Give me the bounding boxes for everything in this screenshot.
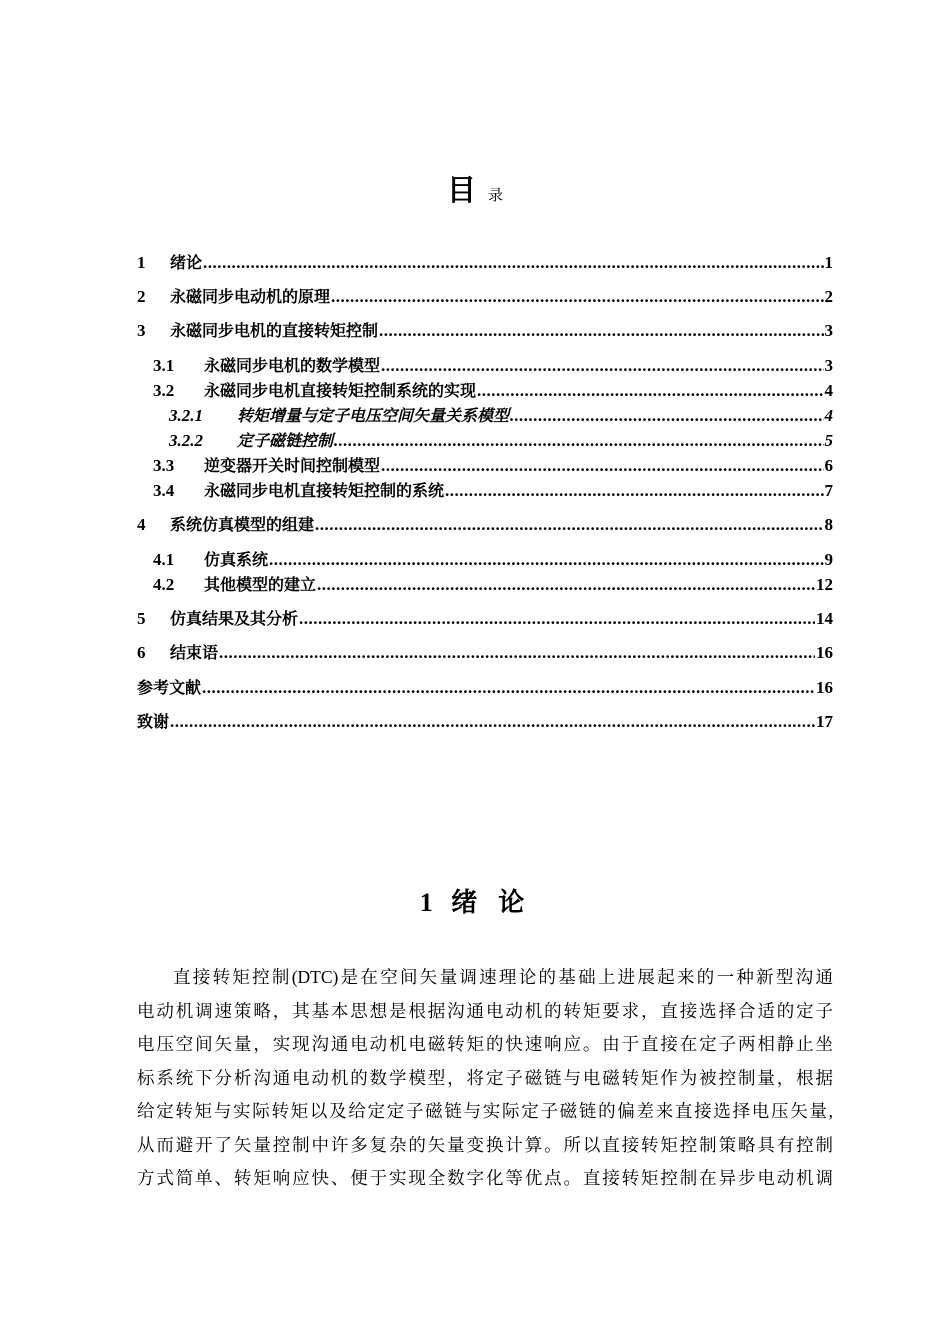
toc-entry-number: 5 [137, 609, 146, 628]
toc-leader-dots [170, 711, 815, 733]
toc-entry-label: 结束语 [170, 643, 219, 662]
toc-entry[interactable] [153, 574, 833, 596]
toc-leader-dots [317, 574, 815, 596]
toc-entry-label: 逆变器开关时间控制模型 [204, 456, 381, 475]
toc-entry-page: 17 [816, 712, 833, 731]
toc-entry-page: 1 [824, 253, 833, 272]
toc-entry[interactable] [153, 549, 833, 571]
toc-entry[interactable] [137, 642, 833, 664]
toc-entry-page: 6 [824, 456, 833, 475]
paragraph-line: 从而避开了矢量控制中许多复杂的矢量变换计算。所以直接转矩控制策略具有控制 [137, 1134, 833, 1155]
toc-leader-dots [510, 405, 823, 427]
toc-leader-dots [477, 380, 823, 402]
toc-entry-label: 永磁同步电动机的原理 [170, 287, 331, 306]
toc-entry-number: 4 [137, 515, 146, 534]
toc-entry-label: 永磁同步电机直接转矩控制的系统 [204, 481, 445, 500]
toc-entry[interactable] [153, 355, 833, 377]
toc-leader-dots [219, 642, 815, 664]
toc-entry-number: 3.2 [153, 381, 175, 400]
toc-entry-number: 3.4 [153, 481, 175, 500]
toc-leader-dots [269, 549, 823, 571]
toc-entry-page: 3 [824, 356, 833, 375]
toc-entry[interactable] [153, 480, 833, 502]
toc-entry-page: 12 [816, 575, 833, 594]
toc-entry-number: 3.2.2 [169, 431, 203, 450]
toc-entry[interactable] [137, 320, 833, 342]
toc-entry-page: 4 [824, 406, 833, 425]
paragraph-line: 方式简单、转矩响应快、便于实现全数字化等优点。直接转矩控制在异步电动机调 [137, 1168, 833, 1188]
toc-leader-dots [379, 320, 823, 342]
toc-entry-page: 8 [824, 515, 833, 534]
toc-leader-dots [203, 252, 823, 274]
toc-entry[interactable] [137, 608, 833, 630]
toc-entry[interactable] [137, 252, 833, 274]
paragraph-line: 直接转矩控制(DTC)是在空间矢量调速理论的基础上进展起来的一种新型沟通 [173, 967, 833, 987]
paragraph-line: 电压空间矢量，实现沟通电动机电磁转矩的快速响应。由于直接在定子两相静止坐 [137, 1034, 833, 1054]
toc-entry-label: 永磁同步电机的数学模型 [204, 356, 381, 375]
toc-entry-number: 3.1 [153, 356, 175, 375]
toc-entry-number: 4.1 [153, 550, 175, 569]
toc-entry-page: 3 [824, 321, 833, 340]
toc-entry-label: 致谢 [137, 712, 170, 731]
toc-entry-page: 7 [824, 481, 833, 500]
toc-heading-sub: 录 [488, 186, 504, 204]
toc-entry-label: 其他模型的建立 [204, 575, 317, 594]
toc-entry-label: 永磁同步电机的直接转矩控制 [170, 321, 379, 340]
toc-entry[interactable] [137, 711, 833, 733]
toc-heading-main: 目 [446, 173, 476, 207]
toc-entry-page: 16 [816, 643, 833, 662]
toc-entry[interactable] [153, 455, 833, 477]
toc-leader-dots [202, 677, 815, 699]
paragraph-line: 电动机调速策略，其基本思想是根据沟通电动机的转矩要求，直接选择合适的定子 [137, 1000, 833, 1021]
toc-leader-dots [334, 430, 823, 452]
toc-entry[interactable] [137, 514, 833, 536]
toc-entry[interactable] [137, 677, 833, 699]
toc-entry-label: 绪论 [170, 253, 203, 272]
toc-leader-dots [315, 514, 823, 536]
toc-entry-page: 14 [816, 609, 833, 628]
paragraph-line: 给定转矩与实际转矩以及给定定子磁链与实际定子磁链的偏差来直接选择电压矢量, [137, 1101, 833, 1121]
toc-entry-number: 2 [137, 287, 146, 306]
toc-entry-page: 9 [824, 550, 833, 569]
toc-entry-page: 16 [816, 678, 833, 697]
toc-entry-page: 5 [824, 431, 833, 450]
toc-entry-label: 永磁同步电机直接转矩控制系统的实现 [204, 381, 477, 400]
chapter-number: 1 [419, 888, 439, 917]
toc-entry-page: 2 [824, 287, 833, 306]
toc-entry-page: 4 [824, 381, 833, 400]
toc-entry-label: 仿真结果及其分析 [170, 609, 299, 628]
toc-entry-number: 3.2.1 [169, 406, 203, 425]
toc-entry-label: 仿真系统 [204, 550, 269, 569]
toc-entry[interactable] [169, 430, 833, 452]
chapter-title: 绪 论 [451, 888, 531, 918]
toc-entry-label: 系统仿真模型的组建 [170, 515, 315, 534]
toc-entry-number: 6 [137, 643, 146, 662]
toc-entry-number: 4.2 [153, 575, 175, 594]
toc-entry-number: 3.3 [153, 456, 175, 475]
toc-entry-label: 参考文献 [137, 678, 202, 697]
toc-entry[interactable] [137, 286, 833, 308]
toc-entry[interactable] [169, 405, 833, 427]
toc-entry-label: 定子磁链控制 [237, 431, 334, 450]
toc-leader-dots [381, 455, 823, 477]
toc-heading [0, 168, 950, 209]
toc-leader-dots [445, 480, 823, 502]
toc-entry[interactable] [153, 380, 833, 402]
toc-leader-dots [381, 355, 823, 377]
body-paragraph [137, 961, 833, 1196]
toc-entry-label: 转矩增量与定子电压空间矢量关系模型 [237, 406, 510, 425]
toc-leader-dots [299, 608, 815, 630]
chapter-heading [0, 882, 950, 919]
paragraph-line: 标系统下分析沟通电动机的数学模型，将定子磁链与电磁转矩作为被控制量，根据 [137, 1067, 833, 1088]
toc-entry-number: 1 [137, 253, 146, 272]
toc-entry-number: 3 [137, 321, 146, 340]
toc-leader-dots [331, 286, 823, 308]
